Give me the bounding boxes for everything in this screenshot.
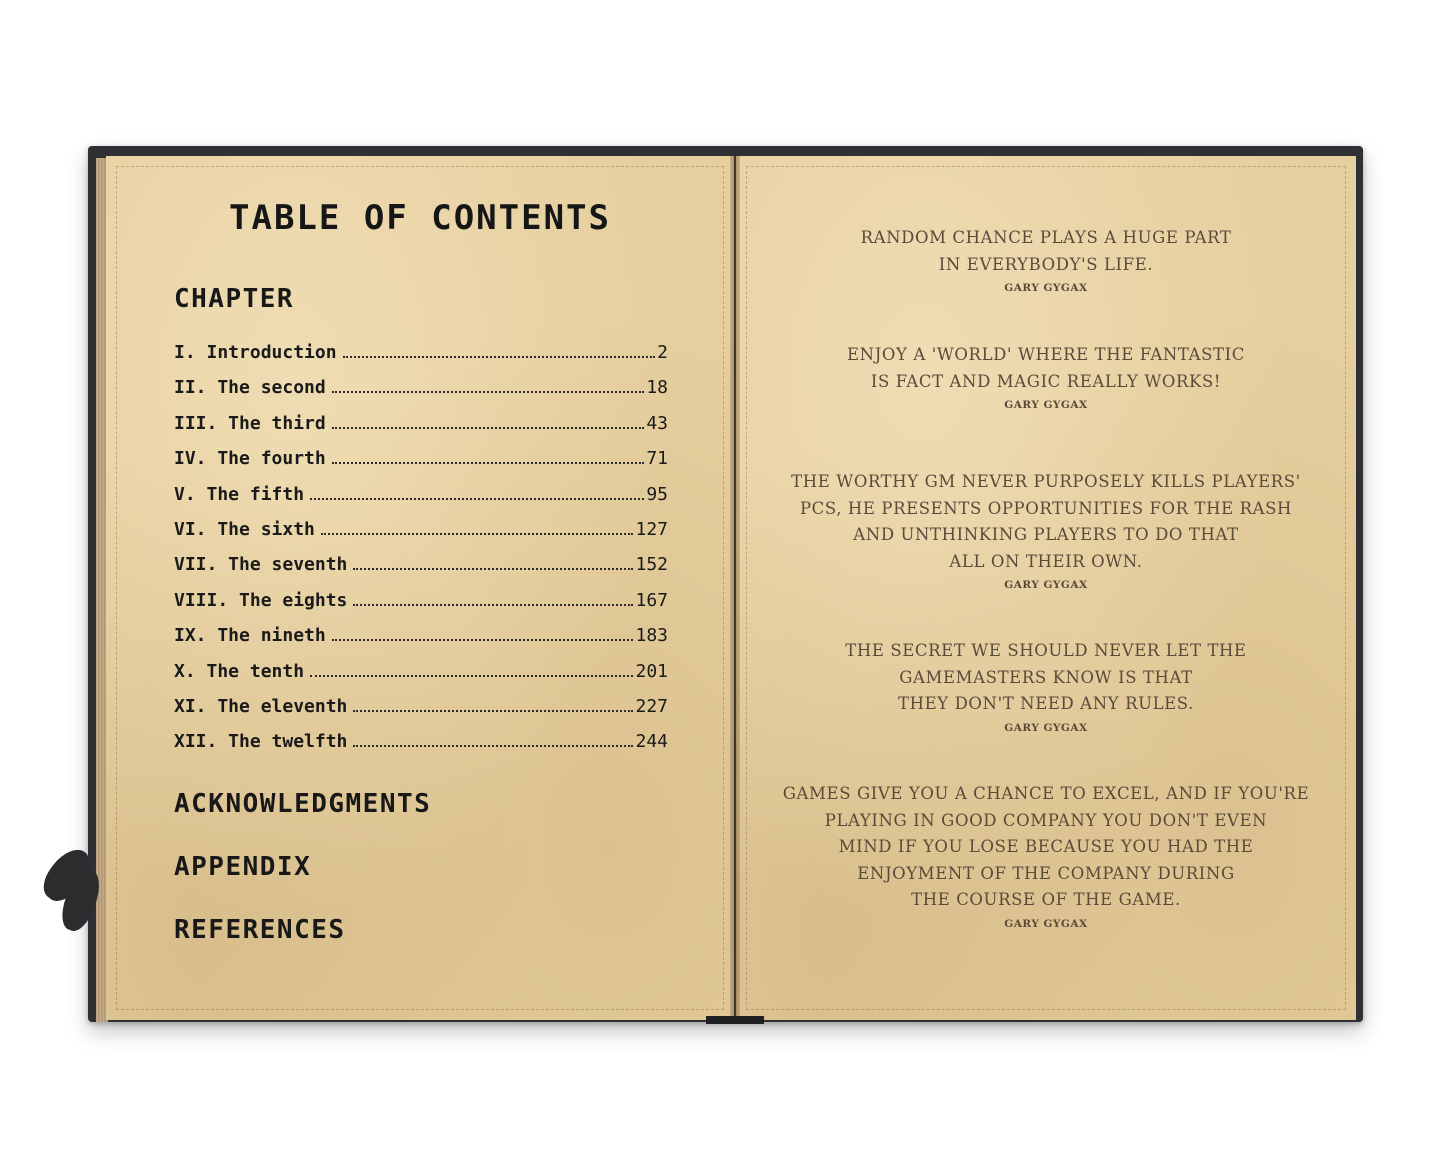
toc-entry-page: 227 (635, 695, 668, 717)
quote-line: PLAYING IN GOOD COMPANY YOU DON'T EVEN (824, 810, 1268, 830)
chapter-heading: CHAPTER (174, 284, 295, 314)
toc-entry[interactable] (174, 519, 668, 554)
quote-line: GAMES GIVE YOU A CHANCE TO EXCEL, AND IF YOU'RE (782, 784, 1310, 803)
quote-block (736, 469, 1356, 593)
toc-entry-page: 183 (635, 625, 668, 647)
quote-line: THEY DON'T NEED ANY RULES. (898, 694, 1194, 713)
leader-dots (310, 497, 644, 500)
quote-line: PCS, HE PRESENTS OPPORTUNITIES FOR THE RASH (799, 498, 1293, 518)
leader-dots (353, 744, 633, 747)
quote-author: GARY GYGAX (1004, 917, 1088, 930)
toc-entry-label: VII. The seventh (174, 554, 348, 576)
quote-author: GARY GYGAX (1004, 579, 1088, 591)
references-heading[interactable]: REFERENCES (174, 915, 346, 945)
leader-dots (332, 390, 645, 393)
quote-line: ENJOYMENT OF THE COMPANY DURING (857, 863, 1235, 883)
toc-entry[interactable] (174, 661, 668, 696)
toc-entry[interactable] (174, 342, 668, 377)
toc-entry[interactable] (174, 731, 668, 766)
toc-entry[interactable] (174, 696, 668, 731)
toc-entry[interactable] (174, 554, 668, 589)
toc-entry-label: VIII. The eights (174, 589, 348, 611)
leader-dots (343, 355, 656, 358)
toc-entry-page: 167 (635, 589, 668, 611)
toc-entry-page: 95 (646, 483, 668, 505)
toc-entry-label: VI. The sixth (174, 518, 315, 540)
leader-dots (353, 567, 633, 570)
quotes-content (736, 0, 1356, 1167)
quote-line: ENJOY A 'WORLD' WHERE THE FANTASTIC (847, 345, 1245, 364)
leader-dots (310, 674, 633, 677)
leader-dots (332, 638, 634, 641)
toc-entry[interactable] (174, 590, 668, 625)
toc-entry-label: IX. The nineth (174, 625, 326, 647)
toc-entry[interactable] (174, 413, 668, 448)
quote-line: THE SECRET WE SHOULD NEVER LET THE (845, 641, 1247, 660)
leader-dots (332, 426, 645, 429)
leader-dots (321, 532, 634, 535)
quote-author: GARY GYGAX (1004, 721, 1088, 734)
leader-dots (353, 603, 633, 606)
toc-entry-page: 71 (646, 448, 668, 470)
toc-entry-label: I. Introduction (174, 342, 337, 363)
quote-line: ALL ON THEIR OWN. (949, 551, 1143, 571)
appendix-heading[interactable]: APPENDIX (174, 852, 312, 882)
toc-entry[interactable] (174, 625, 668, 660)
toc-entry-label: IV. The fourth (174, 448, 326, 470)
leader-dots (332, 461, 645, 464)
toc-entry-page: 127 (635, 518, 668, 540)
toc-content (106, 0, 734, 1167)
toc-entry-label: X. The tenth (174, 660, 305, 682)
quote-line: GAMEMASTERS KNOW IS THAT (899, 667, 1193, 687)
quote-line: RANDOM CHANCE PLAYS A HUGE PART (860, 228, 1232, 247)
toc-entry-page: 2 (657, 342, 668, 363)
toc-entry[interactable] (174, 448, 668, 483)
toc-entry-label: XII. The twelfth (174, 731, 348, 753)
toc-entry-label: II. The second (174, 377, 326, 399)
chapter-list (174, 342, 668, 767)
quote-line: AND UNTHINKING PLAYERS TO DO THAT (853, 525, 1239, 544)
toc-entry[interactable] (174, 377, 668, 412)
quote-line: IN EVERYBODY'S LIFE. (938, 254, 1154, 274)
quote-author: GARY GYGAX (1004, 399, 1088, 411)
quote-line: IS FACT AND MAGIC REALLY WORKS! (870, 371, 1222, 391)
quote-line: THE WORTHY GM NEVER PURPOSELY KILLS PLAYERS' (791, 472, 1301, 491)
quote-block (736, 638, 1356, 736)
toc-entry-page: 43 (646, 412, 668, 434)
toc-entry-label: V. The fifth (174, 483, 305, 505)
toc-entry-label: III. The third (174, 412, 326, 434)
quote-author: GARY GYGAX (1004, 282, 1088, 294)
toc-entry-page: 244 (635, 731, 668, 753)
toc-entry-page: 18 (646, 377, 668, 399)
leader-dots (353, 709, 633, 712)
toc-entry-page: 152 (635, 554, 668, 576)
toc-entry-label: XI. The eleventh (174, 695, 348, 717)
toc-entry[interactable] (174, 484, 668, 519)
quote-block (736, 781, 1356, 932)
quote-block (736, 342, 1356, 413)
quote-line: MIND IF YOU LOSE BECAUSE YOU HAD THE (838, 837, 1254, 856)
quote-block (736, 225, 1356, 296)
toc-entry-page: 201 (635, 660, 668, 682)
page-title: TABLE OF CONTENTS (229, 198, 611, 238)
quote-line: THE COURSE OF THE GAME. (911, 890, 1181, 909)
acknowledgments-heading[interactable]: ACKNOWLEDGMENTS (174, 789, 432, 819)
